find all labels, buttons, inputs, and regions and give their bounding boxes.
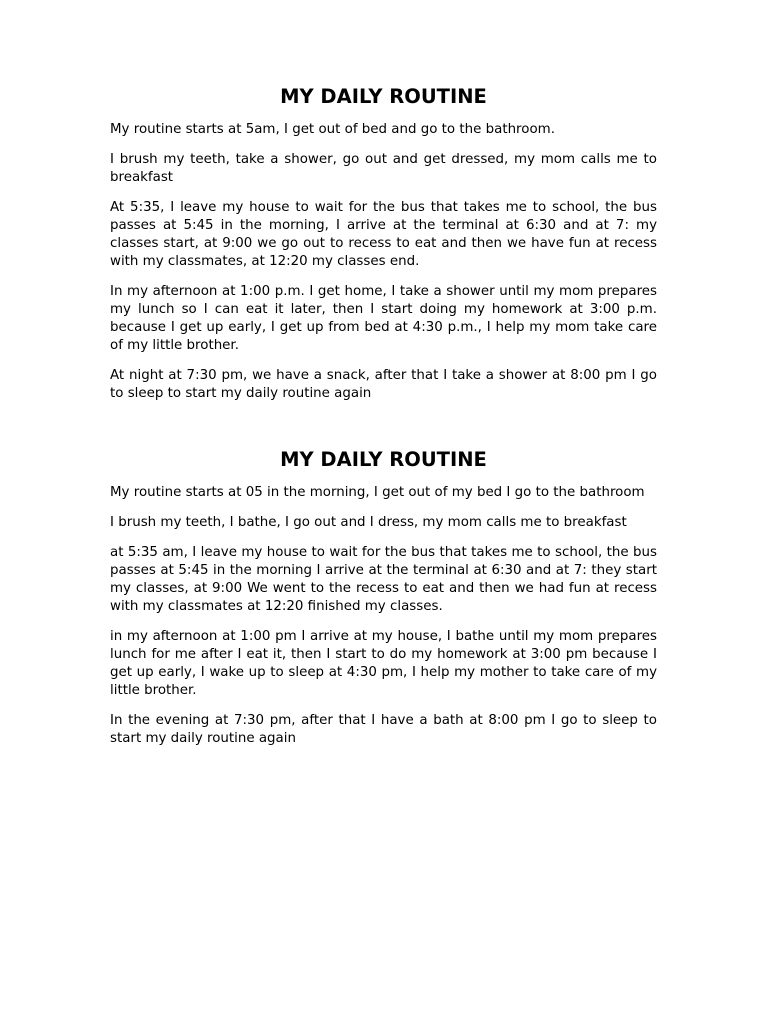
paragraph: At 5:35, I leave my house to wait for the bus that takes me to school, the bus passes at 5:45 in the morning, I arrive at the terminal at 6:30 and at 7: my classes start, at 9:00 we go out to recess to eat and then we have fun at recess with my classmates, at 12:20 my classes end. xyxy=(110,200,657,269)
routine-section-1 xyxy=(110,84,657,403)
document-page xyxy=(110,84,657,760)
routine-section-2 xyxy=(110,447,657,748)
section-title: MY DAILY ROUTINE xyxy=(280,85,487,108)
paragraph: At night at 7:30 pm, we have a snack, after that I take a shower at 8:00 pm I go to sleep to start my daily routine again xyxy=(110,368,657,401)
paragraph: My routine starts at 5am, I get out of bed and go to the bathroom. xyxy=(110,122,555,137)
paragraph: In my afternoon at 1:00 p.m. I get home, I take a shower until my mom prepares my lunch so I can eat it later, then I start doing my homework at 3:00 p.m. because I get up early, I get up from bed at 4:30 p.m., I help my mom take care of my little brother. xyxy=(110,284,657,353)
paragraph: in my afternoon at 1:00 pm I arrive at my house, I bathe until my mom prepares lunch for me after I eat it, then I start to do my homework at 3:00 pm because I get up early, I wake up to sleep at 4:30 pm, I help my mother to take care of my little brother. xyxy=(110,629,657,698)
paragraph: I brush my teeth, I bathe, I go out and I dress, my mom calls me to breakfast xyxy=(110,515,627,530)
section-title: MY DAILY ROUTINE xyxy=(280,448,487,471)
paragraph: My routine starts at 05 in the morning, I get out of my bed I go to the bathroom xyxy=(110,485,645,500)
paragraph: In the evening at 7:30 pm, after that I have a bath at 8:00 pm I go to sleep to start my daily routine again xyxy=(110,713,657,746)
paragraph: I brush my teeth, take a shower, go out and get dressed, my mom calls me to breakfast xyxy=(110,152,657,185)
paragraph: at 5:35 am, I leave my house to wait for the bus that takes me to school, the bus passes at 5:45 in the morning I arrive at the terminal at 6:30 and at 7: they start my classes, at 9:00 We went to the recess to eat and then we had fun at recess with my classmates at 12:20 finished my classes. xyxy=(110,545,657,614)
